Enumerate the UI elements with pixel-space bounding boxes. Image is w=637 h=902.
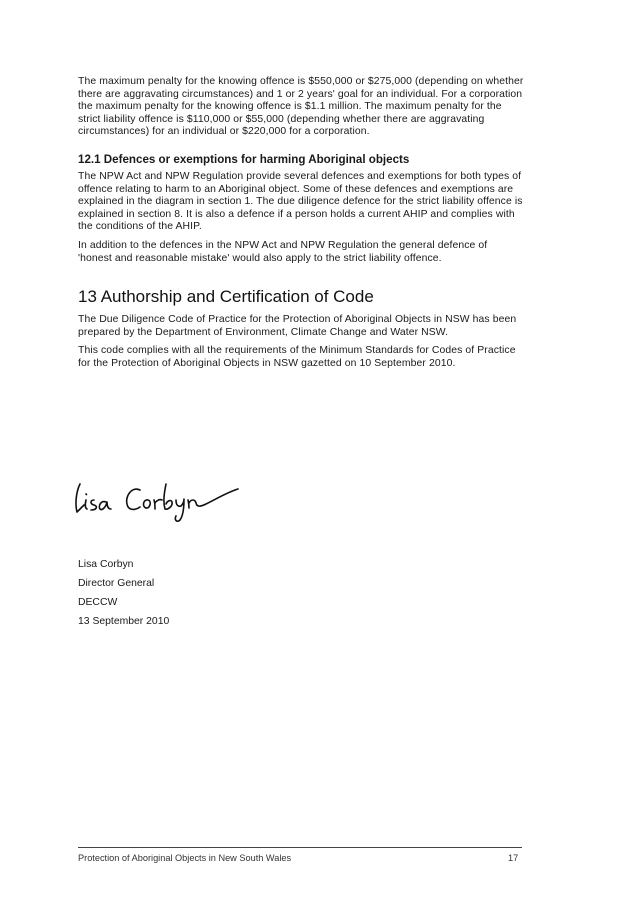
defences-paragraph: The NPW Act and NPW Regulation provide several defences and exemptions for both types of offence relating to harm to an Aboriginal object. Some of these defences and exemptions are explained in the diagram in section 1. The due diligence defence for the strict liability offence is explained in section 8. It is also a defence if a person holds a current AHIP and complies with the conditions of the AHIP. [78,170,523,233]
signatory-title: Director General [78,578,155,590]
section-12-1-heading: 12.1 Defences or exemptions for harming Aboriginal objects [78,152,410,166]
handwritten-signature [70,476,250,526]
compliance-paragraph: This code complies with all the requirements of the Minimum Standards for Codes of Practice for the Protection of Aboriginal Objects in NSW gazetted on 10 September 2010. [78,345,516,369]
footer-document-title: Protection of Aboriginal Objects in New South Wales [78,853,292,863]
page-body [78,76,524,371]
signatory-name: Lisa Corbyn [78,559,134,570]
prepared-by-paragraph: The Due Diligence Code of Practice for the Protection of Aboriginal Objects in NSW has been prepared by the Department of Environment, Climate Change and Water NSW. [78,314,517,338]
signatory-organisation: DECCW [78,597,118,609]
footer-divider [78,847,522,848]
penalty-paragraph: The maximum penalty for the knowing offence is $550,000 or $275,000 (depending on whether there are aggravating circumstances) and 1 or 2 years' goal for an individual. For a corporation the maximum penalty for the knowing offence is $1.1 million. The maximum penalty for the strict liability offence is $110,000 or $55,000 (depending whether there are aggravating circumstances) for an individual or $220,000 for a corporation. [78,76,524,138]
footer-page-number: 17 [508,853,519,863]
section-13-heading: 13 Authorship and Certification of Code [78,287,374,307]
signatory-block [78,559,169,635]
mistake-paragraph: In addition to the defences in the NPW Act and NPW Regulation the general defence of 'honest and reasonable mistake' would also apply to the strict liability offence. [78,239,488,264]
signature-date: 13 September 2010 [78,616,170,628]
